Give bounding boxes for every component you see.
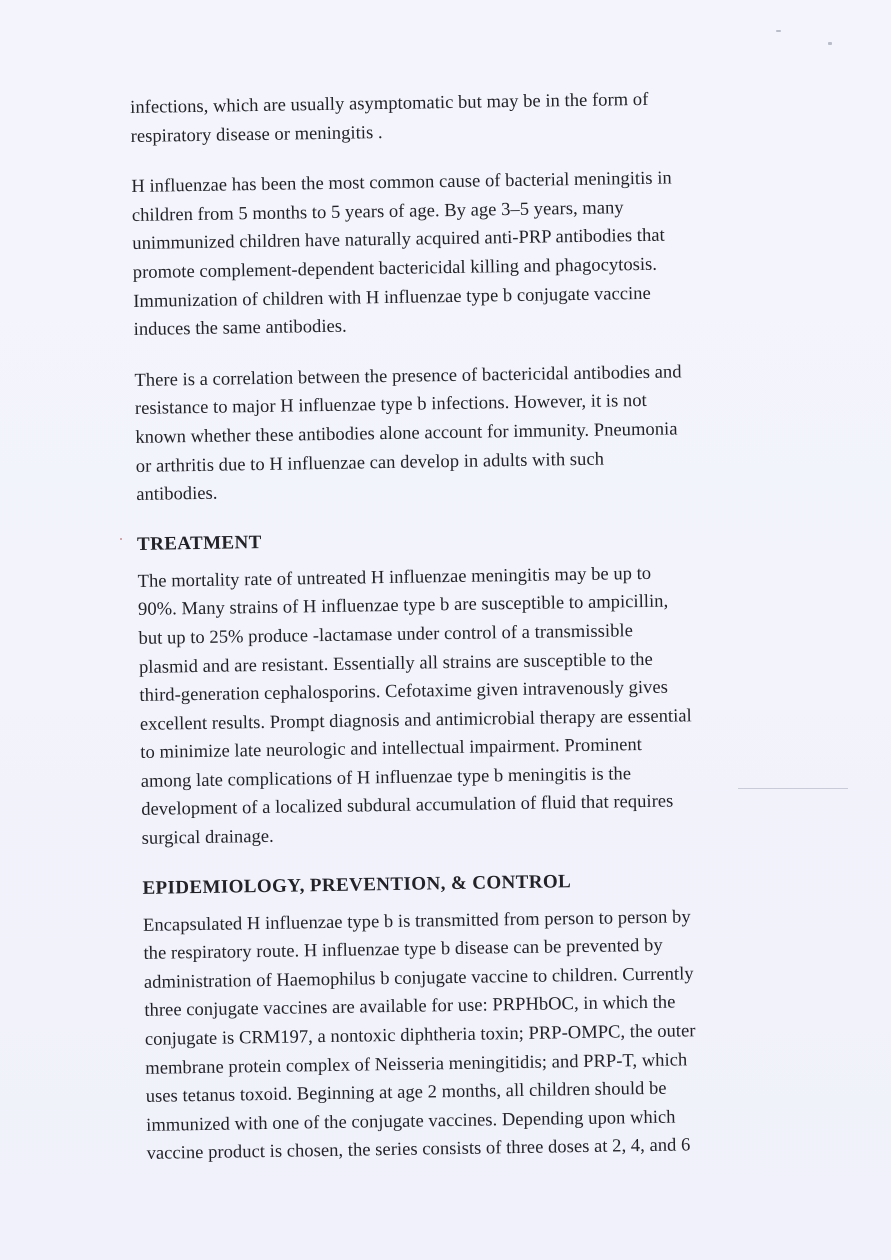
text-line: but up to 25% produce -lactamase under control of a transmissible xyxy=(138,621,634,649)
text-line: administration of Haemophilus b conjugate vaccine to children. Currently xyxy=(143,964,694,993)
text-line: There is a correlation between the presence of bactericidal antibodies and xyxy=(134,362,682,391)
text-line: Encapsulated H influenzae type b is transmitted from person to person by xyxy=(142,906,691,936)
document-body xyxy=(130,84,777,1191)
epidemiology-heading: EPIDEMIOLOGY, PREVENTION, & CONTROL xyxy=(142,870,572,899)
text-line: membrane protein complex of Neisseria meningitidis; and PRP-T, which xyxy=(145,1049,688,1079)
text-line: respiratory disease or meningitis . xyxy=(130,122,383,147)
text-line: uses tetanus toxoid. Beginning at age 2 months, all children should be xyxy=(145,1078,667,1108)
text-line: children from 5 months to 5 years of age. By age 3–5 years, many xyxy=(131,198,624,226)
text-line: The mortality rate of untreated H influenzae meningitis may be up to xyxy=(137,563,652,592)
text-line: development of a localized subdural accumulation of fluid that requires xyxy=(141,792,674,821)
paragraph-3 xyxy=(134,357,766,510)
text-line: 90%. Many strains of H influenzae type b are susceptible to ampicillin, xyxy=(137,591,669,621)
text-line: promote complement-dependent bactericidal killing and phagocytosis. xyxy=(132,254,658,283)
text-line: unimmunized children have naturally acquired anti-PRP antibodies that xyxy=(132,225,665,255)
text-line: vaccine product is chosen, the series consists of three doses at 2, 4, and 6 xyxy=(146,1135,691,1165)
paragraph-epidemiology xyxy=(143,902,777,1169)
scan-speck xyxy=(120,538,122,540)
text-line: induces the same antibodies. xyxy=(133,316,347,341)
text-line: Immunization of children with H influenzae type b conjugate vaccine xyxy=(133,283,651,312)
text-line: resistance to major H influenzae type b infections. However, it is not xyxy=(134,391,647,420)
treatment-heading: TREATMENT xyxy=(136,531,262,555)
paragraph-1 xyxy=(130,84,761,151)
text-line: surgical drainage. xyxy=(141,826,274,849)
text-line: to minimize late neurologic and intellectual impairment. Prominent xyxy=(140,735,643,764)
text-line: the respiratory route. H influenzae type b disease can be prevented by xyxy=(143,935,663,965)
text-line: H influenzae has been the most common cause of bacterial meningitis in xyxy=(131,168,672,198)
text-line: among late complications of H influenzae type b meningitis is the xyxy=(140,764,632,792)
text-line: third-generation cephalosporins. Cefotaxime given intravenously gives xyxy=(139,677,669,707)
text-line: conjugate is CRM197, a nontoxic diphtheria toxin; PRP-OMPC, the outer xyxy=(144,1021,696,1050)
text-line: three conjugate vaccines are available for use: PRPHbOC, in which the xyxy=(144,992,676,1022)
scan-speck xyxy=(828,42,832,45)
text-line: immunized with one of the conjugate vaccines. Depending upon which xyxy=(146,1107,676,1136)
text-line: plasmid and are resistant. Essentially all strains are susceptible to the xyxy=(138,649,653,678)
text-line: known whether these antibodies alone account for immunity. Pneumonia xyxy=(135,419,678,448)
paragraph-treatment xyxy=(137,558,771,854)
text-line: excellent results. Prompt diagnosis and antimicrobial therapy are essential xyxy=(139,705,692,735)
text-line: or arthritis due to H influenzae can develop in adults with such xyxy=(135,449,605,477)
scan-speck xyxy=(776,30,781,32)
text-line: antibodies. xyxy=(136,483,218,506)
text-line: infections, which are usually asymptomatic but may be in the form of xyxy=(130,89,649,118)
paragraph-2 xyxy=(131,163,764,344)
